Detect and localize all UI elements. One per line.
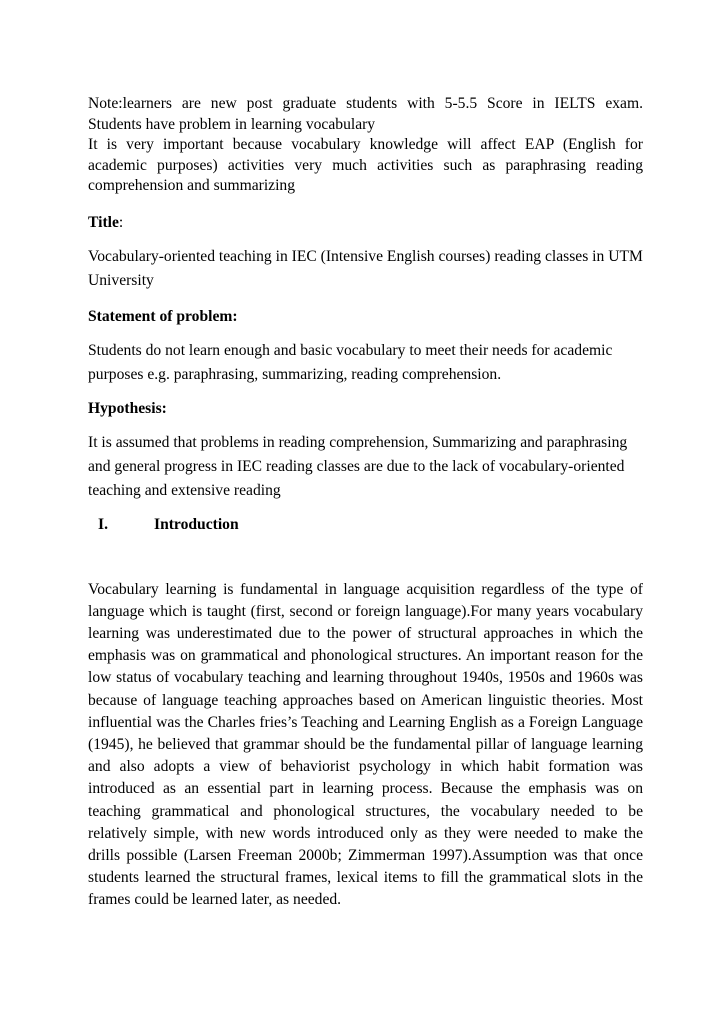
- note-line-2: Students have problem in learning vocabulary: [88, 115, 376, 133]
- note-block: [88, 94, 643, 197]
- introduction-paragraph: Vocabulary learning is fundamental in language acquisition regardless of the type of language which is taught (first, second or foreign language).For many years vocabulary learning was underestimated due to the power of structural approaches in which the emphasis was on grammatical and phonological structures. An important reason for the low status of vocabulary teaching and learning throughout 1940s, 1950s and 1960s was because of language teaching approaches based on American linguistic theories. Most influential was the Charles fries’s Teaching and Learning English as a Foreign Language (1945), he believed that grammar should be the fundamental pillar of language learning and also adopts a view of behaviorist psychology in which habit formation was introduced as an essential part in learning process. Because the emphasis was on teaching grammatical and phonological structures, the vocabulary needed to be relatively simple, with new words introduced only as they were needed to make the drills possible (Larsen Freeman 2000b; Zimmerman 1997).Assumption was that once students learned the structural frames, lexical items to fill the grammatical slots in the frames could be learned later, as needed.: [88, 580, 643, 909]
- title-label-text: Title: [88, 213, 119, 231]
- hypothesis-label: Hypothesis:: [88, 399, 167, 417]
- introduction-number: I.: [98, 515, 108, 533]
- note-line-3: It is very important because vocabulary knowledge will affect EAP (English for academic purposes) activities very much activities such as paraphrasing reading comprehension and summarizing: [88, 136, 643, 194]
- title-text: Vocabulary-oriented teaching in IEC (Intensive English courses) reading classes in UTM University: [88, 247, 643, 289]
- document-page: [88, 88, 643, 912]
- title-label: [88, 213, 643, 233]
- introduction-heading-text: Introduction: [154, 515, 239, 533]
- title-colon: :: [118, 213, 124, 231]
- problem-label: Statement of problem:: [88, 307, 238, 325]
- introduction-heading: [88, 515, 643, 535]
- problem-text: Students do not learn enough and basic vocabulary to meet their needs for academic purposes e.g. paraphrasing, summarizing, reading comprehension.: [88, 341, 613, 383]
- note-line-1: Note:learners are new post graduate students with 5-5.5 Score in IELTS exam.: [88, 95, 643, 112]
- hypothesis-text: It is assumed that problems in reading comprehension, Summarizing and paraphrasing and general progress in IEC reading classes are due to the lack of vocabulary-oriented teaching and extensive reading: [88, 433, 628, 499]
